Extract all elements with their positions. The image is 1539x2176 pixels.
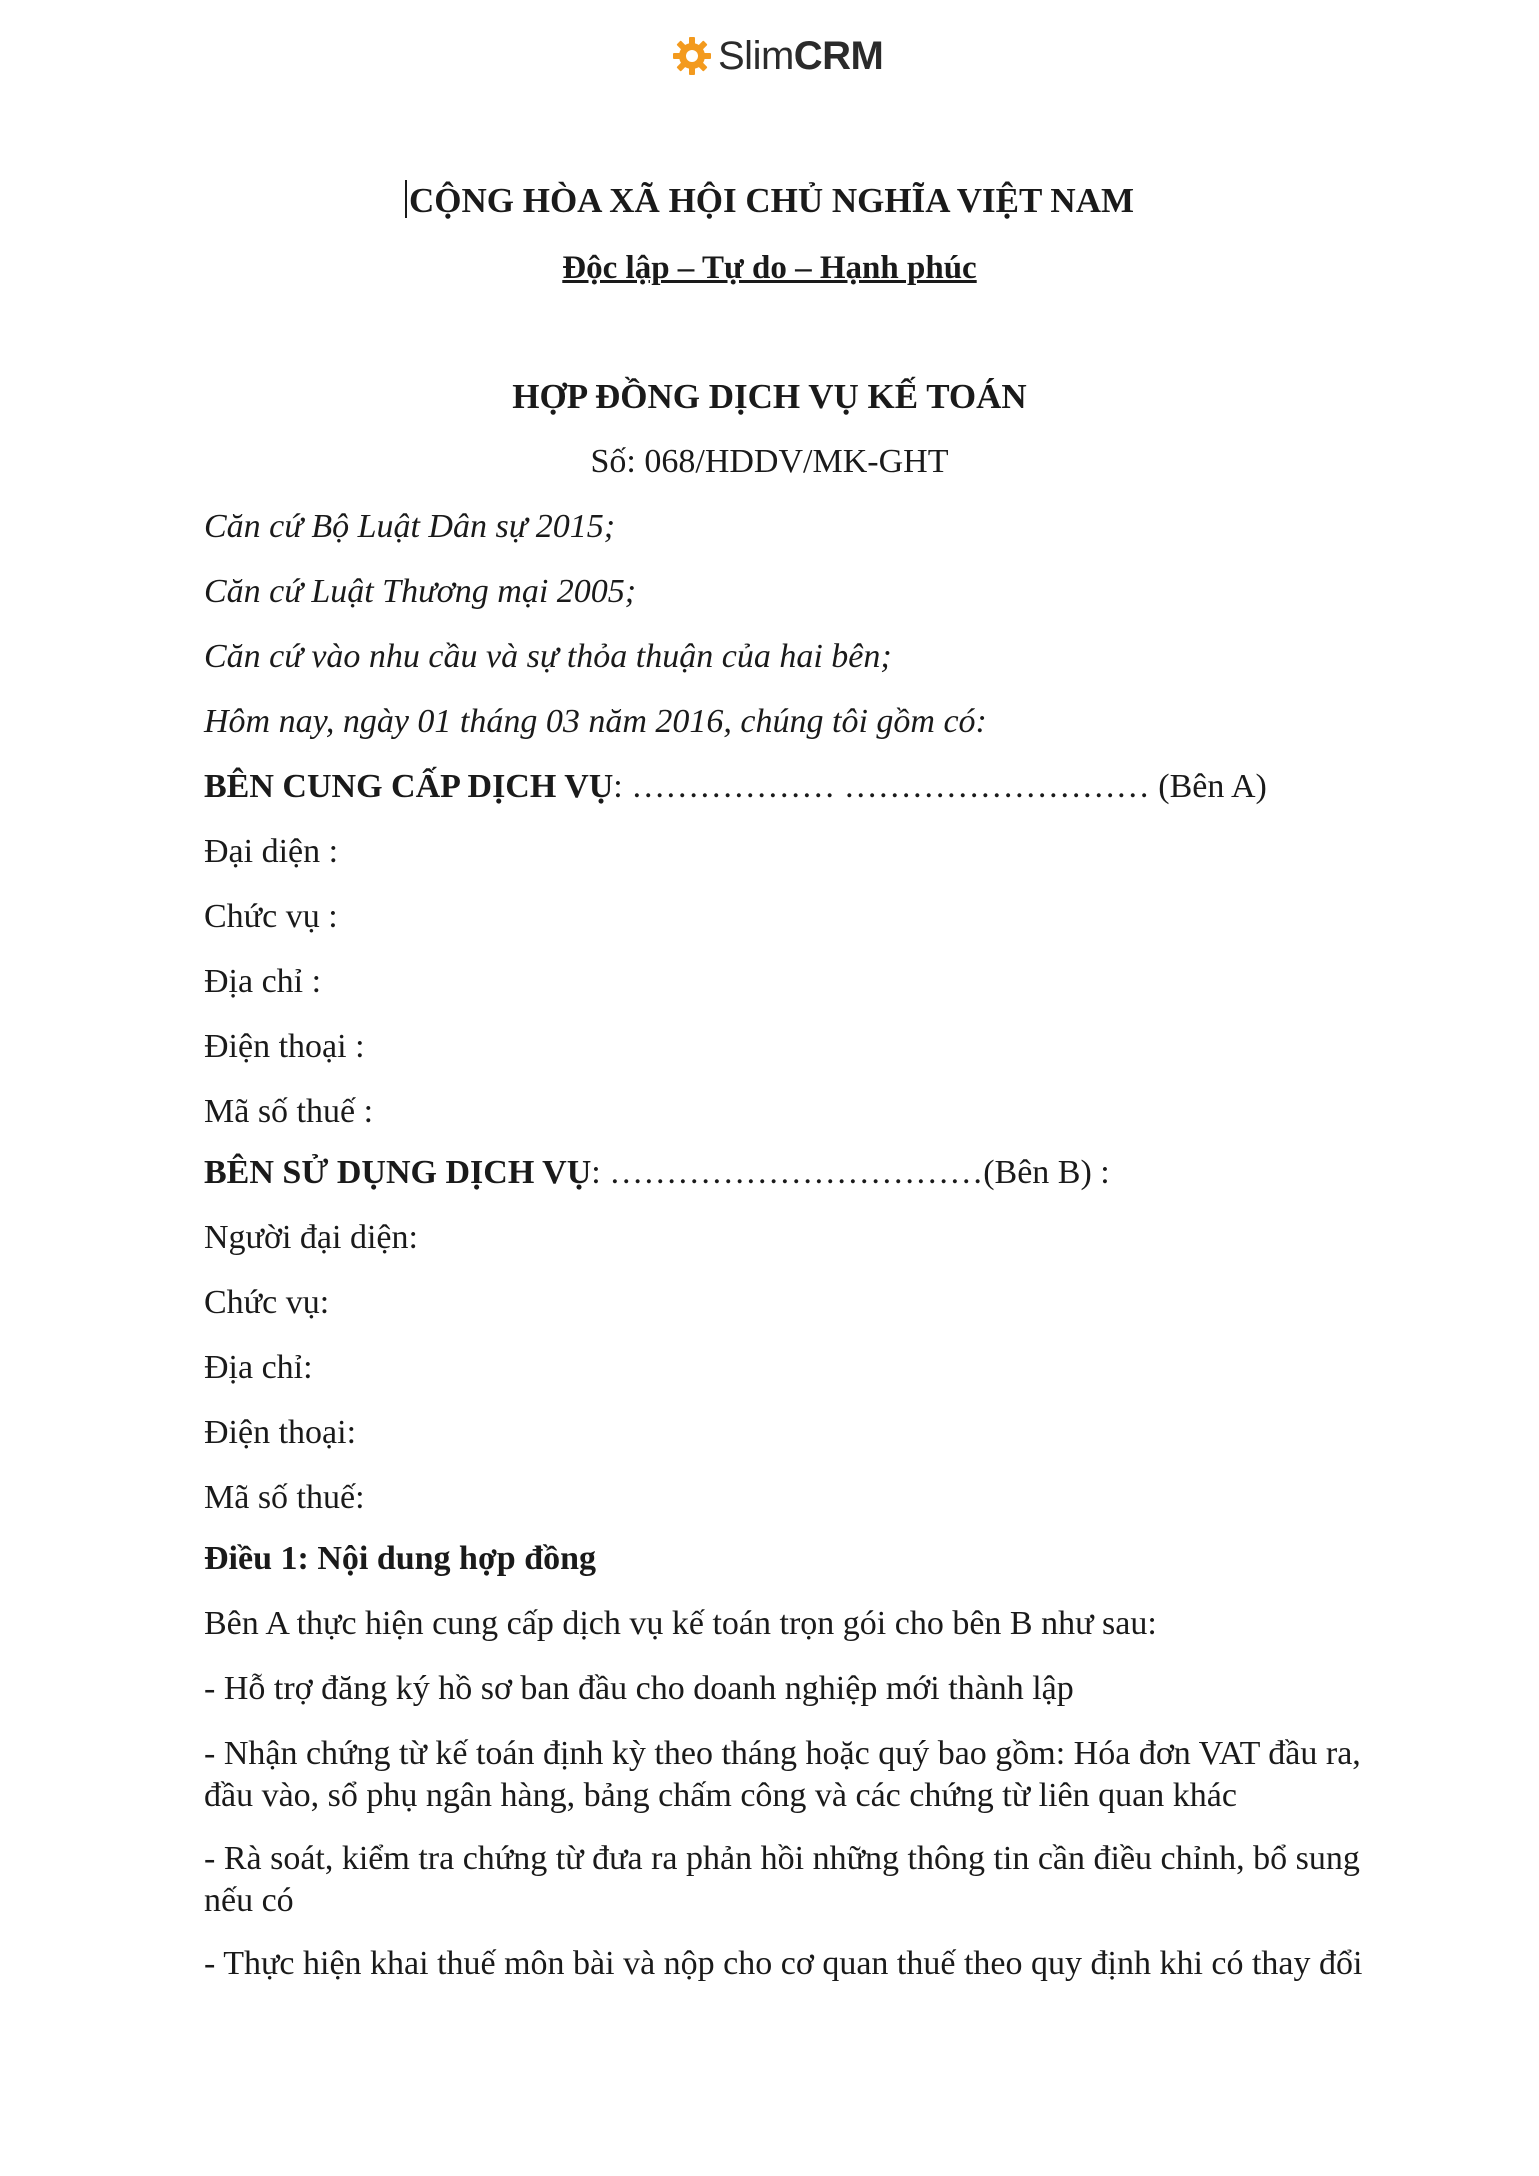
party-b-heading-fill: : ……………………………(Bên B) : bbox=[591, 1154, 1110, 1191]
party-a-heading-label: BÊN CUNG CẤP DỊCH VỤ bbox=[204, 768, 614, 805]
party-b-phone: Điện thoại: bbox=[204, 1414, 357, 1451]
party-b-tax-code: Mã số thuế: bbox=[204, 1479, 365, 1516]
party-a-position: Chức vụ : bbox=[204, 898, 338, 935]
party-b-heading-label: BÊN SỬ DỤNG DỊCH VỤ bbox=[204, 1154, 592, 1191]
legal-basis-2: Căn cứ Luật Thương mại 2005; bbox=[204, 573, 637, 610]
party-a-phone: Điện thoại : bbox=[204, 1028, 365, 1065]
national-title bbox=[0, 180, 1539, 222]
party-a-tax-code: Mã số thuế : bbox=[204, 1093, 374, 1130]
party-b-address: Địa chỉ: bbox=[204, 1349, 313, 1386]
contract-number: Số: 068/HDDV/MK-GHT bbox=[590, 443, 949, 480]
party-b-heading bbox=[204, 1152, 1110, 1194]
gear-icon bbox=[670, 34, 714, 78]
article-1-item-1: - Hỗ trợ đăng ký hồ sơ ban đầu cho doanh nghiệp mới thành lập bbox=[204, 1670, 1074, 1707]
national-motto: Độc lập – Tự do – Hạnh phúc bbox=[562, 250, 977, 286]
party-a-heading-fill: : ……………… ……………………… (Bên A) bbox=[613, 768, 1267, 805]
slimcrm-logo bbox=[670, 30, 883, 82]
party-a-address: Địa chỉ : bbox=[204, 963, 322, 1000]
article-1-item-4: - Thực hiện khai thuế môn bài và nộp cho cơ quan thuế theo quy định khi có thay đổi bbox=[204, 1945, 1363, 1982]
party-a-heading bbox=[204, 766, 1267, 808]
date-statement: Hôm nay, ngày 01 tháng 03 năm 2016, chúng tôi gồm có: bbox=[204, 703, 987, 740]
legal-basis-1: Căn cứ Bộ Luật Dân sự 2015; bbox=[204, 508, 616, 545]
article-1-item-3: - Rà soát, kiểm tra chứng từ đưa ra phản hồi những thông tin cần điều chỉnh, bổ sung nếu có bbox=[204, 1840, 1360, 1919]
article-1-item-2: - Nhận chứng từ kế toán định kỳ theo tháng hoặc quý bao gồm: Hóa đơn VAT đầu ra, đầu vào, sổ phụ ngân hàng, bảng chấm công và các chứng từ liên quan khác bbox=[204, 1735, 1361, 1814]
party-b-representative: Người đại diện: bbox=[204, 1219, 418, 1256]
contract-title: HỢP ĐỒNG DỊCH VỤ KẾ TOÁN bbox=[512, 377, 1027, 416]
party-b-position: Chức vụ: bbox=[204, 1284, 330, 1321]
article-1-intro: Bên A thực hiện cung cấp dịch vụ kế toán trọn gói cho bên B như sau: bbox=[204, 1605, 1157, 1642]
text-cursor bbox=[405, 180, 407, 218]
article-1-heading: Điều 1: Nội dung hợp đồng bbox=[204, 1540, 597, 1577]
logo-text-crm: CRM bbox=[793, 33, 884, 78]
logo-text-slim: Slim bbox=[718, 33, 794, 78]
party-a-representative: Đại diện : bbox=[204, 833, 339, 870]
national-title-text: CỘNG HÒA XÃ HỘI CHỦ NGHĨA VIỆT NAM bbox=[408, 181, 1135, 220]
legal-basis-3: Căn cứ vào nhu cầu và sự thỏa thuận của hai bên; bbox=[204, 638, 892, 675]
